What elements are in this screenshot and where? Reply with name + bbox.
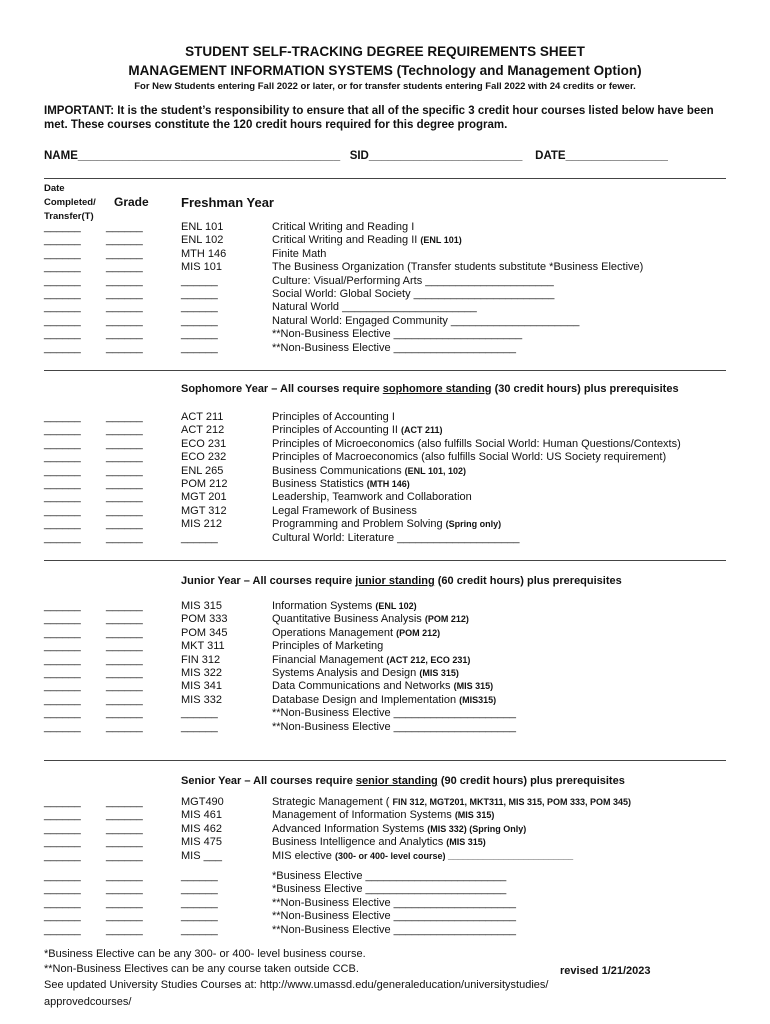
date-completed-blank[interactable]: ______ [44,910,81,923]
course-title: Legal Framework of Business [272,504,417,517]
course-row [0,721,770,734]
course-description [272,796,631,808]
date-completed-blank[interactable]: ______ [44,261,81,274]
course-row [0,424,770,437]
course-prerequisite: (MIS 315) [446,837,486,848]
grade-blank[interactable]: ______ [106,504,143,517]
grade-blank[interactable]: ______ [106,822,143,835]
course-title: The Business Organization (Transfer students substitute *Business Elective) [272,261,644,274]
course-row [0,261,770,274]
course-prerequisite: (ACT 211) [401,425,443,436]
course-code: MIS 475 [181,836,222,849]
course-code: ACT 211 [181,411,224,423]
course-row [0,809,770,822]
date-completed-blank[interactable]: ______ [44,720,81,733]
course-row [0,491,770,504]
grade-blank[interactable]: ______ [106,341,143,354]
course-row [0,910,770,923]
course-row [0,694,770,707]
grade-blank[interactable]: ______ [106,234,143,247]
date-completed-blank[interactable]: ______ [44,328,81,341]
grade-blank[interactable]: ______ [106,518,143,531]
course-title: *Business Elective _______________________ [272,870,507,882]
course-row [0,870,770,883]
course-code: ENL 101 [181,221,224,233]
date-completed-blank[interactable]: ______ [44,314,81,327]
course-description [272,694,496,706]
grade-blank[interactable]: ______ [106,896,143,909]
grade-blank[interactable]: ______ [106,849,143,862]
course-row [0,640,770,653]
course-row [0,301,770,314]
course-prerequisite: (300- or 400- level course) _________________________ [334,850,574,861]
course-title: Natural World ______________________ [272,301,477,314]
course-code: ______ [181,896,218,909]
course-code: MIS 462 [181,822,222,835]
grade-blank[interactable]: ______ [106,314,143,327]
grade-blank[interactable]: ______ [106,883,143,896]
course-title: Social World: Global Society _______________________ [272,288,555,300]
university-studies-link-continued[interactable]: approvedcourses/ [44,996,132,1008]
course-title: Principles of Microeconomics (also fulfills Social World: Human Questions/Contexts) [272,437,681,450]
course-description [272,600,417,612]
course-title: MIS elective [272,849,335,862]
date-completed-blank[interactable]: ______ [44,680,81,693]
course-description [272,640,383,652]
date-completed-blank[interactable]: ______ [44,221,81,233]
date-completed-blank[interactable]: ______ [44,923,81,936]
course-title: Advanced Information Systems [272,822,428,835]
course-code: POM 345 [181,626,228,639]
university-studies-link[interactable]: See updated University Studies Courses at: http://www.umassd.edu/generaleducation/universitystudies/ [44,979,549,991]
grade-blank[interactable]: ______ [106,626,143,639]
date-completed-blank[interactable]: ______ [44,504,81,517]
course-code: MTH 146 [181,247,227,260]
junior-year-title [181,575,622,587]
date-completed-blank[interactable]: ______ [44,613,81,626]
course-title: **Non-Business Elective ____________________ [272,707,517,720]
course-prerequisite: (MIS 315) [454,810,495,821]
course-row [0,275,770,288]
course-title: Data Communications and Networks [272,680,454,693]
course-description [272,518,501,530]
freshman-year-title: Freshman Year [181,195,274,210]
course-code: POM 212 [181,478,228,490]
course-title: Principles of Marketing [272,640,384,653]
course-title: Systems Analysis and Design [272,667,420,679]
course-prerequisite: (MIS 332) (Spring Only) [427,823,527,834]
course-code: MIS 212 [181,518,222,531]
course-title: Database Design and Implementation [272,693,460,706]
grade-blank[interactable]: ______ [106,247,143,260]
course-prerequisite: (MIS315) [459,694,497,705]
course-prerequisite: (ENL 102) [375,601,417,611]
course-title: Principles of Accounting II [272,424,402,437]
course-code: ______ [181,707,218,720]
course-description [272,234,462,246]
student-info-row [44,150,668,162]
course-prerequisite: (MIS 315) [419,668,459,678]
course-description [272,261,643,273]
section-title-text: (90 credit hours) plus prerequisites [437,775,625,787]
section-title-text: (60 credit hours) plus prerequisites [434,575,622,587]
grade-blank[interactable]: ______ [106,870,143,882]
course-description [272,301,477,313]
course-code: MIS 332 [181,693,222,706]
course-title: Information Systems [272,600,376,612]
course-row [0,627,770,640]
course-code: MGT 312 [181,504,227,517]
course-description [272,721,516,733]
grade-blank[interactable]: ______ [106,720,143,733]
course-row [0,342,770,355]
course-row [0,465,770,478]
course-prerequisite: (ACT 212, ECO 231) [386,654,471,665]
course-row [0,850,770,863]
course-code: ______ [181,910,218,923]
date-completed-blank[interactable]: ______ [44,464,81,477]
course-description [272,532,519,544]
grade-blank[interactable]: ______ [106,600,143,612]
date-completed-blank[interactable]: ______ [44,693,81,706]
course-description [272,411,395,423]
date-completed-blank[interactable]: ______ [44,274,81,287]
course-description [272,680,493,692]
course-code: FIN 312 [181,653,221,666]
senior-year-title [181,775,625,787]
course-title: Business Statistics [272,478,367,490]
revision-date: revised 1/21/2023 [560,965,651,977]
course-title: Management of Information Systems [272,809,455,822]
non-business-elective-note: **Non-Business Electives can be any course taken outside CCB. [44,963,359,975]
course-description [272,883,506,895]
course-title: **Non-Business Elective ____________________ [272,910,517,923]
course-prerequisite: (ENL 101) [420,235,462,246]
date-completed-blank[interactable]: ______ [44,796,81,808]
divider [44,178,726,179]
course-code: ______ [181,328,218,341]
course-title: Critical Writing and Reading I [272,221,415,233]
standing-requirement: junior standing [355,575,435,587]
course-title: Strategic Management ( [272,796,393,808]
course-prerequisite: (POM 212) [424,614,469,625]
date-completed-blank[interactable]: ______ [44,809,81,822]
business-elective-note: *Business Elective can be any 300- or 400- level business course. [44,948,366,960]
course-row [0,451,770,464]
course-description [272,424,443,436]
course-description [272,342,516,354]
course-row [0,221,770,234]
course-row [0,680,770,693]
date-completed-blank[interactable]: ______ [44,883,81,896]
course-row [0,532,770,545]
date-completed-blank[interactable]: ______ [44,234,81,247]
course-code: MKT 311 [181,640,225,653]
course-description [272,924,516,936]
program-title: MANAGEMENT INFORMATION SYSTEMS (Technology and Management Option) [128,63,642,78]
course-description [272,451,666,463]
course-description [272,438,681,450]
date-completed-blank[interactable]: ______ [44,531,81,544]
divider [44,370,726,371]
course-description [272,836,486,848]
course-code: ______ [181,341,218,354]
course-title: **Non-Business Elective ____________________ [272,720,517,733]
course-title: Programming and Problem Solving [272,518,446,531]
course-code: MGT 201 [181,491,227,504]
grade-blank[interactable]: ______ [106,328,143,341]
date-completed-blank[interactable]: ______ [44,653,81,666]
course-row [0,234,770,247]
date-completed-blank[interactable]: ______ [44,667,81,679]
course-row [0,438,770,451]
course-title: Cultural World: Literature ____________________ [272,531,520,544]
grade-blank[interactable]: ______ [106,411,143,423]
date-completed-blank[interactable]: ______ [44,896,81,909]
course-code: ACT 212 [181,424,225,437]
grade-blank[interactable]: ______ [106,288,143,300]
date-completed-blank[interactable]: ______ [44,640,81,653]
course-row [0,897,770,910]
course-prerequisite: FIN 312, MGT201, MKT311, MIS 315, POM 333, POM 345) [392,797,632,807]
course-description [272,654,470,666]
course-code: ______ [181,301,218,314]
eligibility-subtitle: For New Students entering Fall 2022 or later, or for transfer students entering Fall 2022 with 24 credits or fewer. [134,81,636,92]
course-row [0,654,770,667]
course-description [272,275,554,287]
grade-blank[interactable]: ______ [106,261,143,274]
date-completed-blank[interactable]: ______ [44,518,81,531]
course-title: **Non-Business Elective ____________________ [272,341,517,354]
course-code: POM 333 [181,613,228,626]
sophomore-year-title [181,383,679,395]
course-description [272,823,526,835]
important-notice: IMPORTANT: It is the student’s responsibility to ensure that all of the specific 3 credit hour courses listed below have been met. These courses constitute the 120 credit hours required for this degree program. [44,105,714,131]
grade-blank[interactable]: ______ [106,693,143,706]
course-prerequisite: (Spring only) [445,519,502,530]
course-description [272,627,440,639]
course-prerequisite: (MIS 315) [453,681,494,692]
course-description [272,221,414,233]
course-description [272,613,469,625]
course-title: **Non-Business Elective ____________________ [272,896,517,909]
grade-blank[interactable]: ______ [106,653,143,666]
course-description [272,870,506,882]
course-code: ECO 231 [181,437,227,450]
course-title: Quantitative Business Analysis [272,613,425,626]
course-title: Principles of Macroeconomics (also fulfills Social World: US Society requirement) [272,451,667,464]
course-description [272,897,516,909]
course-row [0,924,770,937]
standing-requirement: sophomore standing [382,383,492,395]
course-title: Operations Management [272,626,397,639]
date-header-line: Date [44,183,65,194]
name-field[interactable]: NAME_________________________________________ [44,150,341,162]
course-row [0,836,770,849]
course-row [0,600,770,613]
course-title: **Non-Business Elective ____________________ [272,923,517,936]
grade-blank[interactable]: ______ [106,667,143,679]
grade-blank[interactable]: ______ [106,707,143,720]
course-prerequisite: (ENL 101, 102) [404,465,467,476]
date-completed-blank[interactable]: ______ [44,626,81,639]
date-completed-blank[interactable]: ______ [44,491,81,504]
date-header-line: Completed/ [44,197,96,208]
course-title: Business Intelligence and Analytics [272,836,447,849]
course-title: Culture: Visual/Performing Arts _____________________ [272,274,554,287]
course-code: ______ [181,883,218,896]
grade-blank[interactable]: ______ [106,796,143,808]
grade-blank[interactable]: ______ [106,424,143,437]
grade-blank[interactable]: ______ [106,680,143,693]
course-row [0,328,770,341]
grade-blank[interactable]: ______ [106,613,143,626]
date-completed-blank[interactable]: ______ [44,437,81,450]
standing-requirement: senior standing [355,775,438,787]
divider [44,760,726,761]
course-description [272,465,466,477]
date-field[interactable]: DATE________________ [535,150,668,162]
section-title-text: (30 credit hours) plus prerequisites [491,383,679,395]
grade-blank[interactable]: ______ [106,464,143,477]
course-title: Natural World: Engaged Community _____________________ [272,314,580,327]
course-description [272,850,573,862]
course-description [272,809,494,821]
course-code: ______ [181,314,218,327]
grade-column-header: Grade [114,195,149,209]
date-completed-blank[interactable]: ______ [44,836,81,849]
grade-blank[interactable]: ______ [106,491,143,504]
course-code: ECO 232 [181,451,227,464]
course-title: Business Communications [272,464,405,477]
grade-blank[interactable]: ______ [106,478,143,490]
course-title: Financial Management [272,653,387,666]
course-row [0,883,770,896]
course-title: Leadership, Teamwork and Collaboration [272,491,472,504]
date-completed-blank[interactable]: ______ [44,600,81,612]
course-prerequisite: (POM 212) [396,627,441,638]
course-title: Finite Math [272,247,327,260]
course-code: ______ [181,288,218,300]
course-code: MIS ___ [181,849,222,862]
course-row [0,613,770,626]
course-title: Principles of Accounting I [272,411,395,423]
grade-blank[interactable]: ______ [106,640,143,653]
grade-blank[interactable]: ______ [106,301,143,314]
course-code: MIS 101 [181,261,222,274]
date-completed-blank[interactable]: ______ [44,247,81,260]
date-completed-blank[interactable]: ______ [44,822,81,835]
course-code: MIS 322 [181,667,222,679]
grade-blank[interactable]: ______ [106,531,143,544]
course-row [0,796,770,809]
course-code: ______ [181,720,218,733]
course-code: ______ [181,531,218,544]
course-row [0,478,770,491]
course-description [272,288,554,300]
course-description [272,315,579,327]
date-completed-blank[interactable]: ______ [44,301,81,314]
course-row [0,411,770,424]
grade-blank[interactable]: ______ [106,910,143,923]
section-title-text: Sophomore Year – All courses require [181,383,383,395]
section-title-text: Senior Year – All courses require [181,775,356,787]
grade-blank[interactable]: ______ [106,923,143,936]
document-title: STUDENT SELF-TRACKING DEGREE REQUIREMENTS SHEET [185,44,585,59]
course-description [272,910,516,922]
course-description [272,248,326,260]
date-completed-blank[interactable]: ______ [44,870,81,882]
sid-field[interactable]: SID________________________ [349,150,523,162]
grade-blank[interactable]: ______ [106,437,143,450]
course-code: ______ [181,274,218,287]
course-row [0,518,770,531]
course-row [0,288,770,301]
date-completed-blank[interactable]: ______ [44,341,81,354]
grade-blank[interactable]: ______ [106,809,143,822]
divider [44,560,726,561]
date-completed-blank[interactable]: ______ [44,424,81,437]
course-code: ______ [181,870,218,882]
section-title-text: Junior Year – All courses require [181,575,356,587]
course-row [0,667,770,680]
course-row [0,505,770,518]
course-code: MIS 315 [181,600,222,612]
course-description [272,328,522,340]
date-completed-blank[interactable]: ______ [44,478,81,490]
course-code: ENL 265 [181,464,224,477]
course-description [272,478,410,490]
grade-blank[interactable]: ______ [106,836,143,849]
date-header-line: Transfer(T) [44,211,94,222]
course-description [272,491,472,503]
date-completed-blank[interactable]: ______ [44,707,81,720]
course-row [0,315,770,328]
course-title: Critical Writing and Reading II [272,234,421,247]
course-title: **Non-Business Elective _____________________ [272,328,523,341]
course-row [0,823,770,836]
course-code: ENL 102 [181,234,224,247]
course-code: MGT490 [181,796,224,808]
date-completed-blank[interactable]: ______ [44,411,81,423]
course-description [272,667,459,679]
grade-blank[interactable]: ______ [106,451,143,464]
course-code: MIS 341 [181,680,222,693]
date-column-header [44,182,96,224]
grade-blank[interactable]: ______ [106,221,143,233]
course-code: MIS 461 [181,809,222,822]
date-completed-blank[interactable]: ______ [44,849,81,862]
course-code: ______ [181,923,218,936]
course-row [0,707,770,720]
date-completed-blank[interactable]: ______ [44,288,81,300]
grade-blank[interactable]: ______ [106,274,143,287]
course-row [0,248,770,261]
course-description [272,707,516,719]
course-description [272,505,417,517]
course-title: *Business Elective _______________________ [272,883,507,896]
date-completed-blank[interactable]: ______ [44,451,81,464]
course-prerequisite: (MTH 146) [366,479,410,489]
